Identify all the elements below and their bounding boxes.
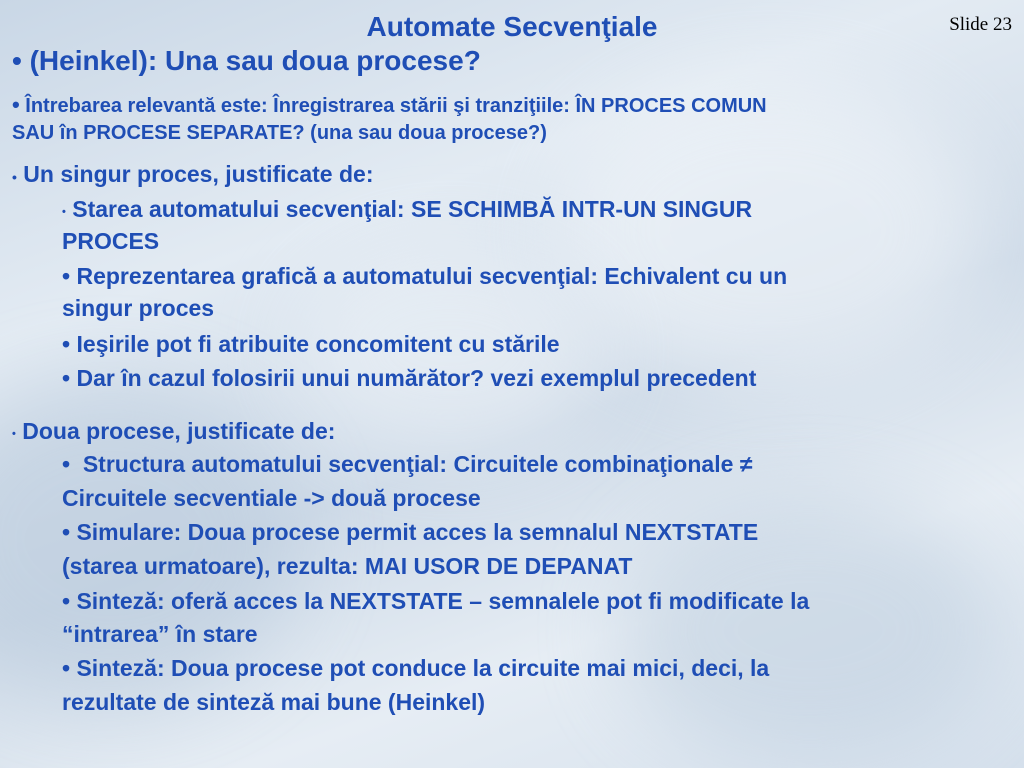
list-item-continuation: Circuitele secventiale -> două procese [62, 485, 481, 511]
bullet: • [12, 45, 22, 76]
bullet: • [12, 169, 17, 185]
list-item-continuation: singur proces [62, 295, 215, 321]
list-item-continuation: (starea urmatoare), rezulta: MAI USOR DE DEPANAT [62, 553, 633, 579]
bullet: • [12, 92, 20, 117]
bullet: • [62, 331, 71, 357]
slide-title: Automate Secvenţiale [366, 11, 658, 42]
list-item-continuation: PROCES [62, 228, 160, 254]
list-item [62, 584, 809, 618]
item-text: Simulare: Doua procese permit acces la semnalul NEXTSTATE [76, 519, 759, 545]
item-text: Sinteză: Doua procese pot conduce la circuite mai mici, deci, la [76, 655, 770, 681]
bullet: • [62, 365, 71, 391]
item-text: Ieşirile pot fi atribuite concomitent cu stările [76, 331, 560, 357]
item-text: Starea automatului secvenţial: SE SCHIMBĂ INTR-UN SINGUR [72, 196, 753, 222]
list-item [62, 259, 787, 293]
question-line [12, 44, 481, 78]
bullet: • [62, 451, 71, 477]
intro-line-2: SAU în PROCESE SEPARATE? (una sau doua procese?) [12, 122, 547, 144]
single-process-heading [12, 157, 373, 194]
list-item [62, 651, 769, 685]
bullet: • [62, 206, 66, 218]
two-processes-heading [12, 414, 335, 451]
list-item [62, 447, 752, 481]
bullet: • [62, 519, 71, 545]
list-item [62, 192, 752, 229]
bullet: • [62, 263, 71, 289]
item-text: Sinteză: oferă acces la NEXTSTATE – semnalele pot fi modificate la [76, 588, 810, 614]
question-text: (Heinkel): Una sau doua procese? [29, 45, 481, 76]
list-item-continuation: rezultate de sinteză mai bune (Heinkel) [62, 689, 486, 715]
bullet: • [62, 655, 71, 681]
heading-text: Doua procese, justificate de: [22, 418, 336, 444]
list-item [62, 327, 560, 361]
bullet: • [62, 588, 71, 614]
item-text: Reprezentarea grafică a automatului secvenţial: Echivalent cu un [76, 263, 788, 289]
item-text: Structura automatului secvenţial: Circuitele combinaţionale ≠ [76, 451, 753, 477]
slide-number: Slide 23 [949, 14, 1012, 35]
list-item-continuation: “intrarea” în stare [62, 621, 258, 647]
list-item [62, 361, 756, 395]
background-highlight [560, 80, 980, 380]
bullet: • [12, 428, 16, 440]
intro-text: Întrebarea relevantă este: Înregistrarea stării şi tranziţiile: ÎN PROCES COMUN [25, 95, 767, 117]
heading-text: Un singur proces, justificate de: [23, 161, 374, 187]
list-item [62, 515, 758, 549]
item-text: Dar în cazul folosirii unui numărător? vezi exemplul precedent [76, 365, 757, 391]
